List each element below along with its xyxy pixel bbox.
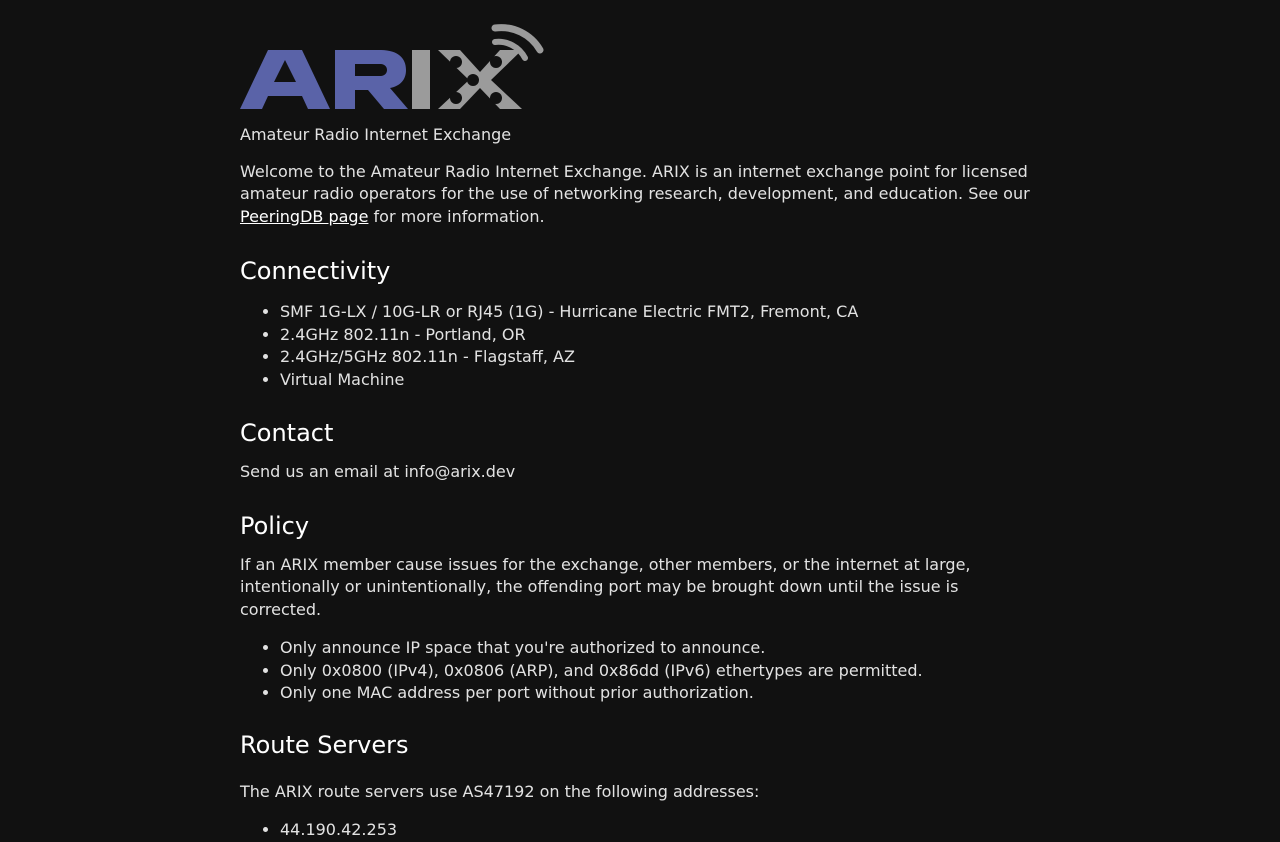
route-servers-text: The ARIX route servers use AS47192 on the following addresses: [240, 781, 760, 801]
logo-letter-a [240, 50, 330, 109]
logo-letter-i [412, 50, 430, 109]
connectivity-list [240, 301, 1040, 391]
policy-list [240, 637, 1040, 705]
policy-text: If an ARIX member cause issues for the exchange, other members, or the internet at large, intentionally or unintentionally, the offending port may be brought down until the issue is corrected. [240, 554, 971, 619]
policy-heading: Policy [240, 511, 310, 540]
peeringdb-link[interactable]: PeeringDB page [240, 206, 369, 226]
list-item: • 2.4GHz 802.11n - Portland, OR [280, 324, 1040, 347]
list-item: • Only 0x0800 (IPv4), 0x0806 (ARP), and 0x86dd (IPv6) ethertypes are permitted. [280, 660, 1040, 683]
list-item: • 2.4GHz/5GHz 802.11n - Flagstaff, AZ [280, 346, 1040, 369]
route-servers-heading: Route Servers [240, 730, 409, 759]
intro-paragraph [240, 161, 1040, 229]
intro-text-before: Welcome to the Amateur Radio Internet Exchange. ARIX is an internet exchange point for licensed amateur radio operators for the use of networking research, development, and education. See our [240, 161, 1030, 203]
list-item: • Only one MAC address per port without prior authorization. [280, 682, 1040, 705]
contact-text: Send us an email at info@arix.dev [240, 462, 516, 481]
connectivity-heading: Connectivity [240, 257, 391, 285]
contact-heading: Contact [240, 419, 334, 447]
intro-text-after: for more information. [368, 206, 545, 226]
list-item: • SMF 1G-LX / 10G-LR or RJ45 (1G) - Hurricane Electric FMT2, Fremont, CA [280, 301, 1040, 324]
site-tagline: Amateur Radio Internet Exchange [240, 125, 512, 144]
route-servers-list [240, 819, 1040, 842]
list-item: • 44.190.42.253 [280, 819, 1040, 842]
list-item: • Only announce IP space that you're authorized to announce. [280, 637, 1040, 660]
arix-logo [240, 20, 540, 110]
list-item: • Virtual Machine [280, 369, 1040, 392]
logo-letter-r [335, 50, 408, 109]
page-container [240, 0, 1040, 842]
